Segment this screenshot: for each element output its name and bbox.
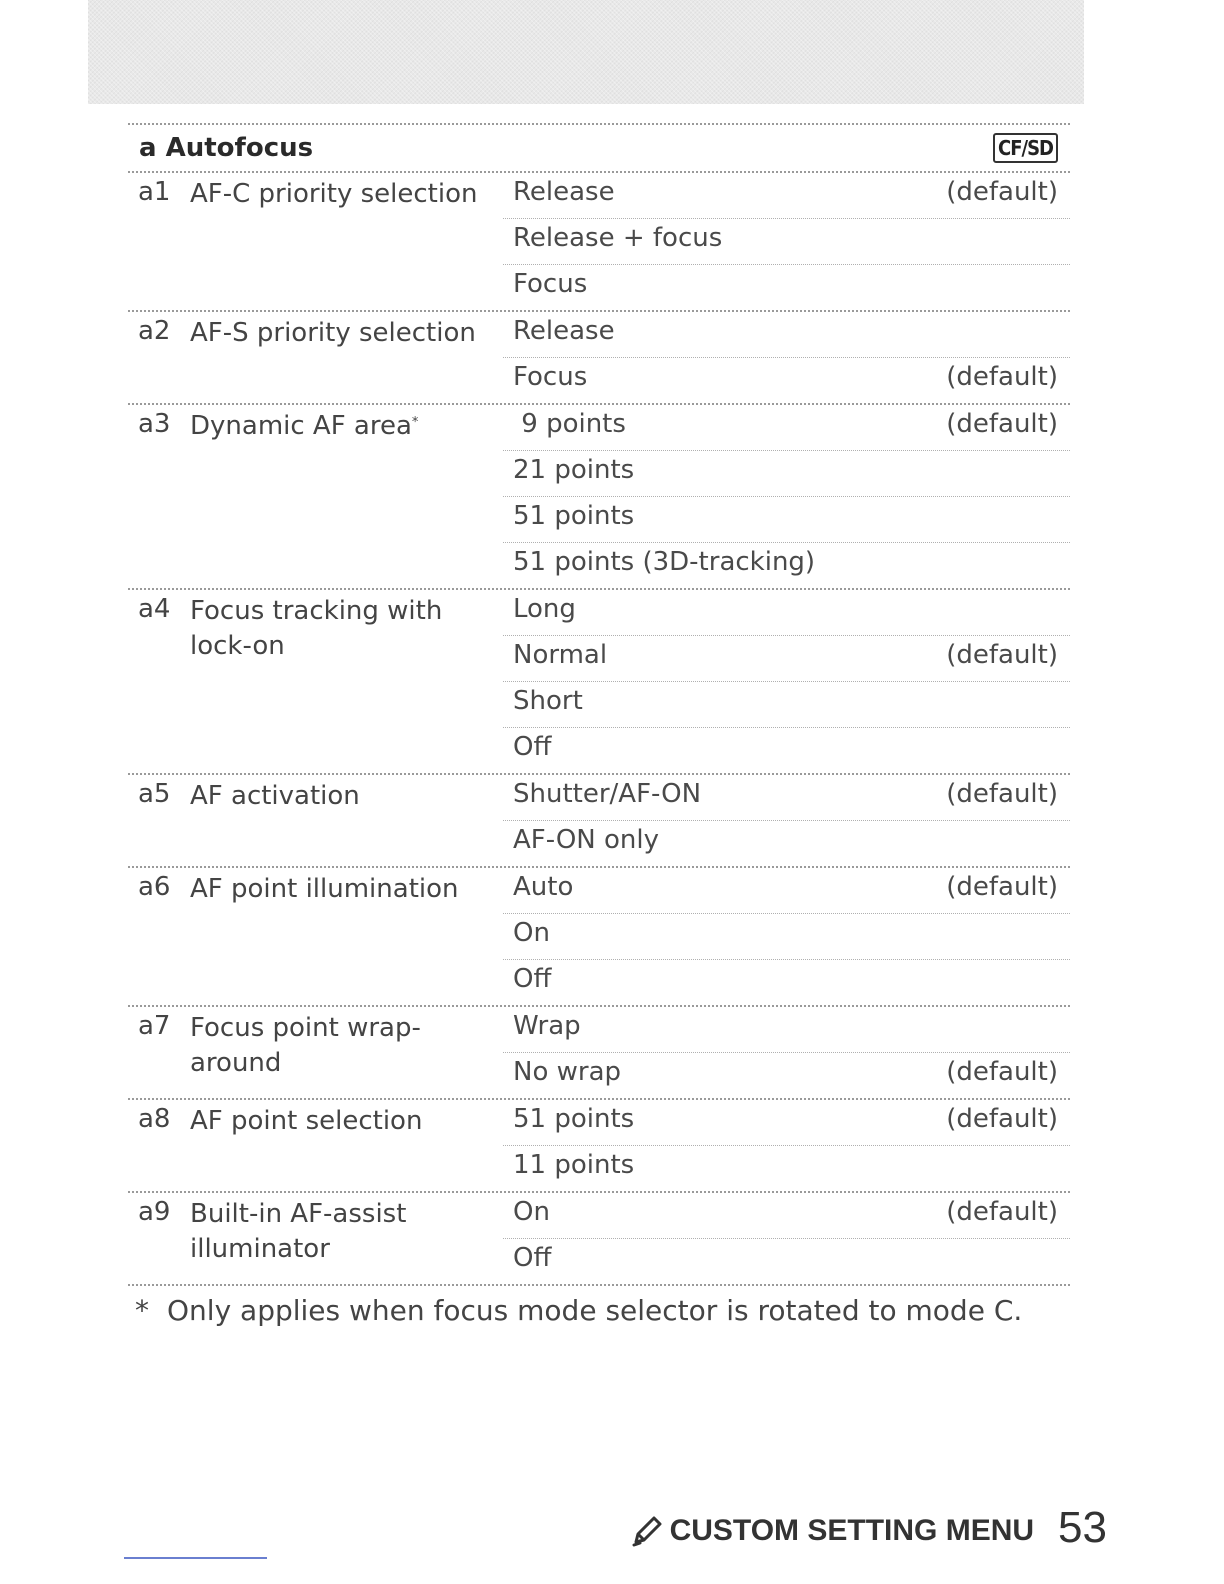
setting-name: [190, 1104, 500, 1139]
setting-cell: [128, 405, 503, 588]
settings-groups: [128, 173, 1070, 1286]
setting-cell: [128, 312, 503, 403]
option-row: [503, 1007, 1070, 1053]
setting-name: [190, 316, 500, 351]
options-list: [503, 590, 1070, 773]
option-row: [503, 1100, 1070, 1146]
option-label: 51 points: [513, 501, 635, 531]
option-label: Off: [513, 964, 552, 994]
option-label: Short: [513, 686, 583, 716]
option-label: Long: [513, 594, 576, 624]
options-list: [503, 775, 1070, 866]
setting-row: [128, 868, 1070, 1007]
setting-name-text: Built-in AF-assist illuminator: [190, 1199, 407, 1264]
option-label: Focus: [513, 362, 588, 392]
option-label: Release: [513, 316, 615, 346]
setting-name-text: Focus point wrap-around: [190, 1013, 421, 1078]
setting-name: [190, 872, 500, 907]
option-row: [503, 821, 1070, 866]
option-label: Shutter/AF-ON: [513, 779, 702, 809]
table-title: a Autofocus: [139, 133, 314, 163]
options-list: [503, 1193, 1070, 1284]
setting-code: a9: [138, 1197, 171, 1227]
page-footer: [630, 1494, 1107, 1554]
section-title: CUSTOM SETTING MENU: [669, 1514, 1035, 1547]
setting-name-text: AF-S priority selection: [190, 318, 476, 348]
option-row: [503, 543, 1070, 588]
option-row: [503, 914, 1070, 960]
option-label: Normal: [513, 640, 608, 670]
option-label: AF-ON only: [513, 825, 660, 855]
setting-code: a6: [138, 872, 171, 902]
default-marker: (default): [946, 177, 1058, 207]
setting-name: [190, 594, 500, 664]
pencil-icon: [630, 1514, 664, 1548]
default-marker: (default): [946, 409, 1058, 439]
option-row: [503, 497, 1070, 543]
default-marker: (default): [946, 872, 1058, 902]
option-label: 51 points: [513, 1104, 635, 1134]
option-label: Off: [513, 732, 552, 762]
setting-name-text: AF point selection: [190, 1106, 423, 1136]
options-list: [503, 312, 1070, 403]
settings-table: [128, 123, 1070, 1286]
setting-row: [128, 1007, 1070, 1100]
option-label: Auto: [513, 872, 574, 902]
option-row: [503, 682, 1070, 728]
setting-row: [128, 173, 1070, 312]
memory-card-badge: CF/SD: [993, 133, 1058, 163]
option-row: [503, 1146, 1070, 1191]
default-marker: (default): [946, 1197, 1058, 1227]
option-row: [503, 728, 1070, 773]
option-row: [503, 405, 1070, 451]
setting-code: a1: [138, 177, 171, 207]
setting-code: a3: [138, 409, 171, 439]
option-label: On: [513, 1197, 550, 1227]
option-label: On: [513, 918, 550, 948]
option-label: Off: [513, 1243, 552, 1273]
option-label: 11 points: [513, 1150, 635, 1180]
setting-row: [128, 1193, 1070, 1286]
option-label: No wrap: [513, 1057, 622, 1087]
divider-line: [124, 1557, 267, 1559]
setting-name: [190, 409, 500, 444]
footnote-mark: *: [135, 1294, 149, 1327]
option-row: [503, 1053, 1070, 1098]
option-row: [503, 636, 1070, 682]
setting-name-text: Dynamic AF area: [190, 411, 412, 441]
option-label: 51 points (3D-tracking): [513, 547, 816, 577]
setting-cell: [128, 1193, 503, 1284]
default-marker: (default): [946, 779, 1058, 809]
setting-code: a8: [138, 1104, 171, 1134]
option-label: 9 points: [513, 409, 626, 439]
setting-name: [190, 1011, 500, 1081]
option-label: 21 points: [513, 455, 635, 485]
setting-row: [128, 405, 1070, 590]
setting-name-text: AF activation: [190, 781, 360, 811]
setting-row: [128, 1100, 1070, 1193]
option-row: [503, 173, 1070, 219]
setting-cell: [128, 590, 503, 773]
setting-name: [190, 779, 500, 814]
footnote-marker: *: [411, 415, 419, 430]
default-marker: (default): [946, 640, 1058, 670]
setting-code: a5: [138, 779, 171, 809]
setting-code: a2: [138, 316, 171, 346]
setting-cell: [128, 775, 503, 866]
option-row: [503, 219, 1070, 265]
default-marker: (default): [946, 1057, 1058, 1087]
setting-row: [128, 312, 1070, 405]
setting-cell: [128, 1100, 503, 1191]
header-band: [88, 0, 1084, 104]
option-row: [503, 960, 1070, 1005]
footnote: [135, 1294, 1022, 1327]
option-row: [503, 451, 1070, 497]
setting-name-text: AF-C priority selection: [190, 179, 478, 209]
option-row: [503, 868, 1070, 914]
setting-name: [190, 1197, 500, 1267]
options-list: [503, 405, 1070, 588]
setting-cell: [128, 173, 503, 310]
table-header: [128, 125, 1070, 173]
option-row: [503, 1239, 1070, 1284]
options-list: [503, 173, 1070, 310]
option-row: [503, 265, 1070, 310]
default-marker: (default): [946, 1104, 1058, 1134]
options-list: [503, 868, 1070, 1005]
option-row: [503, 312, 1070, 358]
setting-cell: [128, 868, 503, 1005]
setting-name-text: Focus tracking with lock-on: [190, 596, 443, 661]
page-number: 53: [1058, 1503, 1107, 1552]
option-label: Focus: [513, 269, 588, 299]
setting-code: a4: [138, 594, 171, 624]
default-marker: (default): [946, 362, 1058, 392]
option-label: Release: [513, 177, 615, 207]
footnote-text: Only applies when focus mode selector is rotated to mode C.: [167, 1294, 1023, 1327]
setting-name: [190, 177, 500, 212]
setting-code: a7: [138, 1011, 171, 1041]
setting-name-text: AF point illumination: [190, 874, 459, 904]
setting-cell: [128, 1007, 503, 1098]
option-row: [503, 775, 1070, 821]
options-list: [503, 1007, 1070, 1098]
option-label: Release + focus: [513, 223, 723, 253]
option-row: [503, 358, 1070, 403]
setting-row: [128, 590, 1070, 775]
option-row: [503, 1193, 1070, 1239]
setting-row: [128, 775, 1070, 868]
option-label: Wrap: [513, 1011, 581, 1041]
option-row: [503, 590, 1070, 636]
options-list: [503, 1100, 1070, 1191]
